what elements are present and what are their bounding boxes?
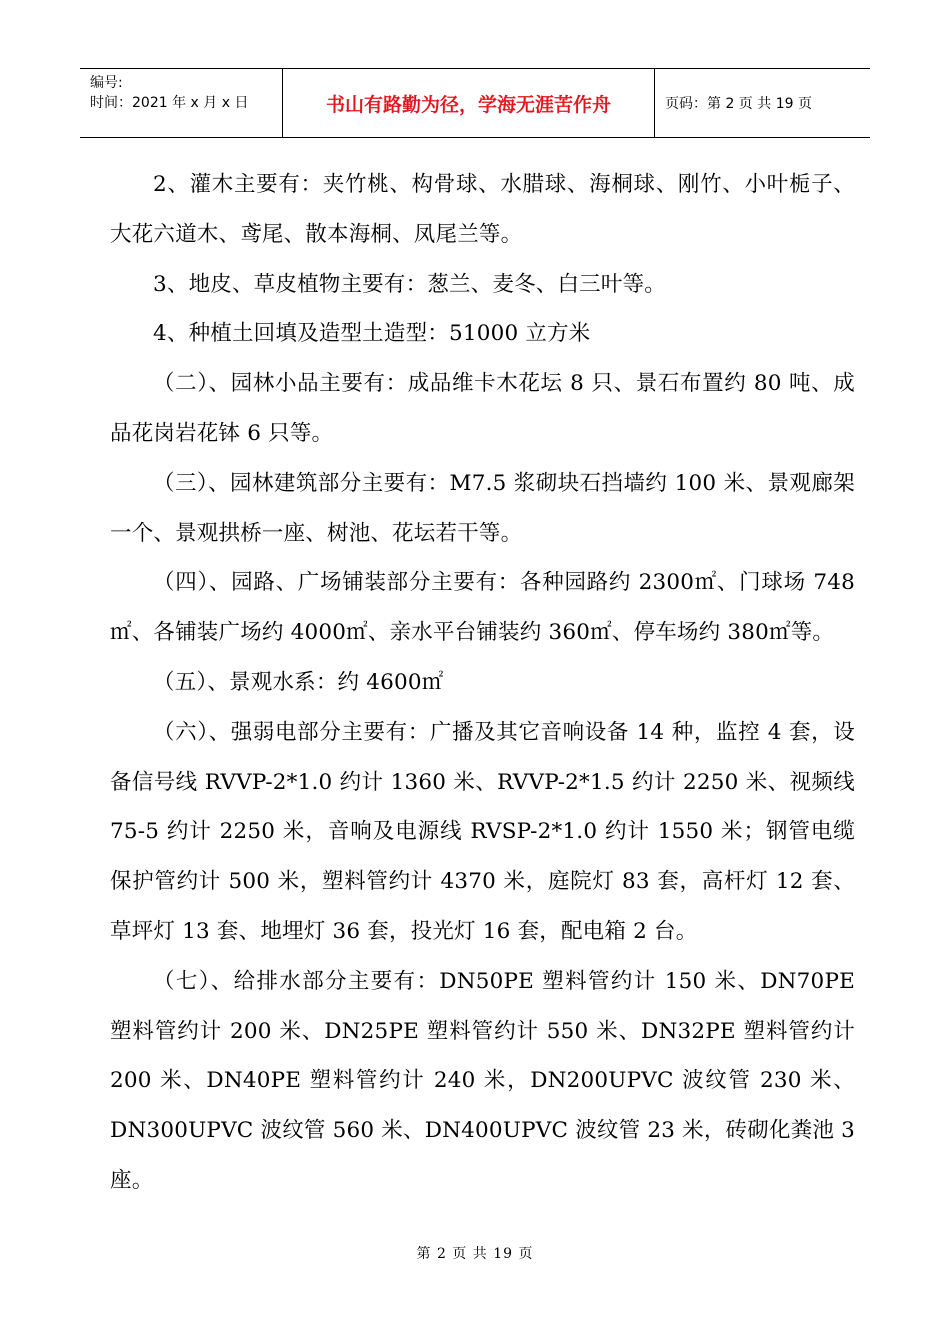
header-page-info: 页码：第 2 页 共 19 页: [665, 96, 812, 112]
paragraph-soil: 4、种植土回填及造型土造型：51000 立方米: [153, 321, 591, 347]
paragraph-garden-features: （二）、园林小品主要有：成品维卡木花坛 8 只、景石布置约 80 吨、成品花岗岩花钵 6 只等。: [110, 371, 855, 446]
paragraph-ground-cover: 3、地皮、草皮植物主要有：葱兰、麦冬、白三叶等。: [153, 271, 666, 297]
document-time-label: 时间：2021 年 x 月 x 日: [90, 95, 249, 111]
paragraph-water-system: （五）、景观水系：约 4600㎡: [153, 669, 444, 695]
page-footer: 第 2 页 共 19 页: [416, 1246, 534, 1262]
paragraph-plumbing: （七）、给排水部分主要有：DN50PE 塑料管约计 150 米、DN70PE 塑料管约计 200 米、DN25PE 塑料管约计 550 米、DN32PE 塑料管约计 200 米、DN40PE 塑料管约计 240 米，DN200UPVC 波纹管 230 米、DN300UPVC 波纹管 560 米、DN400UPVC 波纹管 23 米，砖砌化粪池 3 座。: [110, 968, 855, 1193]
page-header: [80, 68, 870, 138]
document-body: [110, 160, 855, 1206]
paragraph-shrubs: 2、灌木主要有：夹竹桃、构骨球、水腊球、海桐球、刚竹、小叶栀子、大花六道木、鸢尾、散本海桐、凤尾兰等。: [110, 172, 855, 247]
paragraph-electrical: （六）、强弱电部分主要有：广播及其它音响设备 14 种，监控 4 套，设备信号线 RVVP-2*1.0 约计 1360 米、RVVP-2*1.5 约计 2250 米、视频线 75-5 约计 2250 米，音响及电源线 RVSP-2*1.0 约计 1550 米；钢管电缆保护管约计 500 米，塑料管约计 4370 米，庭院灯 83 套，高杆灯 12 套、草坪灯 13 套、地埋灯 36 套，投光灯 16 套，配电箱 2 台。: [110, 719, 855, 944]
header-meta: [80, 69, 283, 137]
paragraph-garden-buildings: （三）、园林建筑部分主要有：M7.5 浆砌块石挡墙约 100 米、景观廊架一个、景观拱桥一座、树池、花坛若干等。: [110, 470, 855, 546]
paragraph-paving: （四）、园路、广场铺装部分主要有：各种园路约 2300㎡、门球场 748㎡、各铺装广场约 4000㎡、亲水平台铺装约 360㎡、停车场约 380㎡等。: [110, 570, 855, 646]
header-motto: 书山有路勤为径，学海无涯苦作舟: [283, 69, 655, 137]
document-number-label: 编号:: [90, 75, 123, 91]
